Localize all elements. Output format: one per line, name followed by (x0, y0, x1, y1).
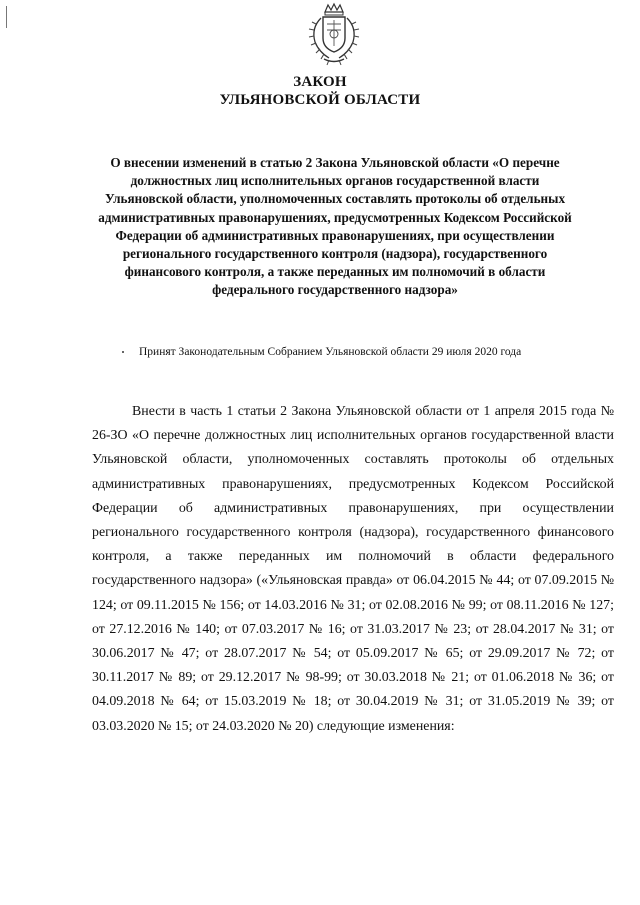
title-line-1: ЗАКОН (293, 74, 347, 90)
adoption-text: Принят Законодательным Собранием Ульяновской области 29 июля 2020 года (139, 346, 522, 358)
law-title (0, 73, 640, 109)
law-body-paragraph: Внести в часть 1 статьи 2 Закона Ульяновской области от 1 апреля 2015 года № 26-ЗО «О перечне должностных лиц исполнительных органов государственной власти Ульяновской области, уполномоченных составлять протоколы об отдельных административных правонарушениях, предусмотренных Кодексом Российской Федерации об административных правонарушениях, при осуществлении регионального государственного контроля (надзора), государственного финансового контроля, а также переданных им полномочий в области федерального государственного надзора» («Ульяновская правда» от 06.04.2015 № 44; от 07.09.2015 № 124; от 09.11.2015 № 156; от 14.03.2016 № 31; от 02.08.2016 № 99; от 08.11.2016 № 127; от 27.12.2016 № 140; от 07.03.2017 № 16; от 31.03.2017 № 23; от 28.04.2017 № 31; от 30.06.2017 № 47; от 28.07.2017 № 54; от 05.09.2017 № 65; от 29.09.2017 № 72; от 30.11.2017 № 89; от 29.12.2017 № 98-99; от 30.03.2018 № 21; от 01.06.2018 № 36; от 04.09.2018 № 64; от 15.03.2019 № 18; от 30.04.2019 № 31; от 31.05.2019 № 39; от 03.03.2020 № 15; от 24.03.2020 № 20) следующие изменения: (92, 404, 614, 734)
adoption-line (122, 345, 622, 359)
coat-of-arms-icon (307, 2, 361, 66)
title-line-2: УЛЬЯНОВСКОЙ ОБЛАСТИ (219, 92, 421, 108)
margin-mark (6, 6, 7, 28)
bullet-mark (122, 351, 124, 353)
law-subject: О внесении изменений в статью 2 Закона Ульяновской области «О перечне должностных лиц исполнительных органов государственной власти Ульяновской области, уполномоченных составлять протоколы об отдельных административных правонарушениях, предусмотренных Кодексом Российской Федерации об административных правонарушениях, при осуществлении регионального государственного контроля (надзора), государственного финансового контроля, а также переданных им полномочий в области федерального государственного надзора» (98, 155, 572, 298)
